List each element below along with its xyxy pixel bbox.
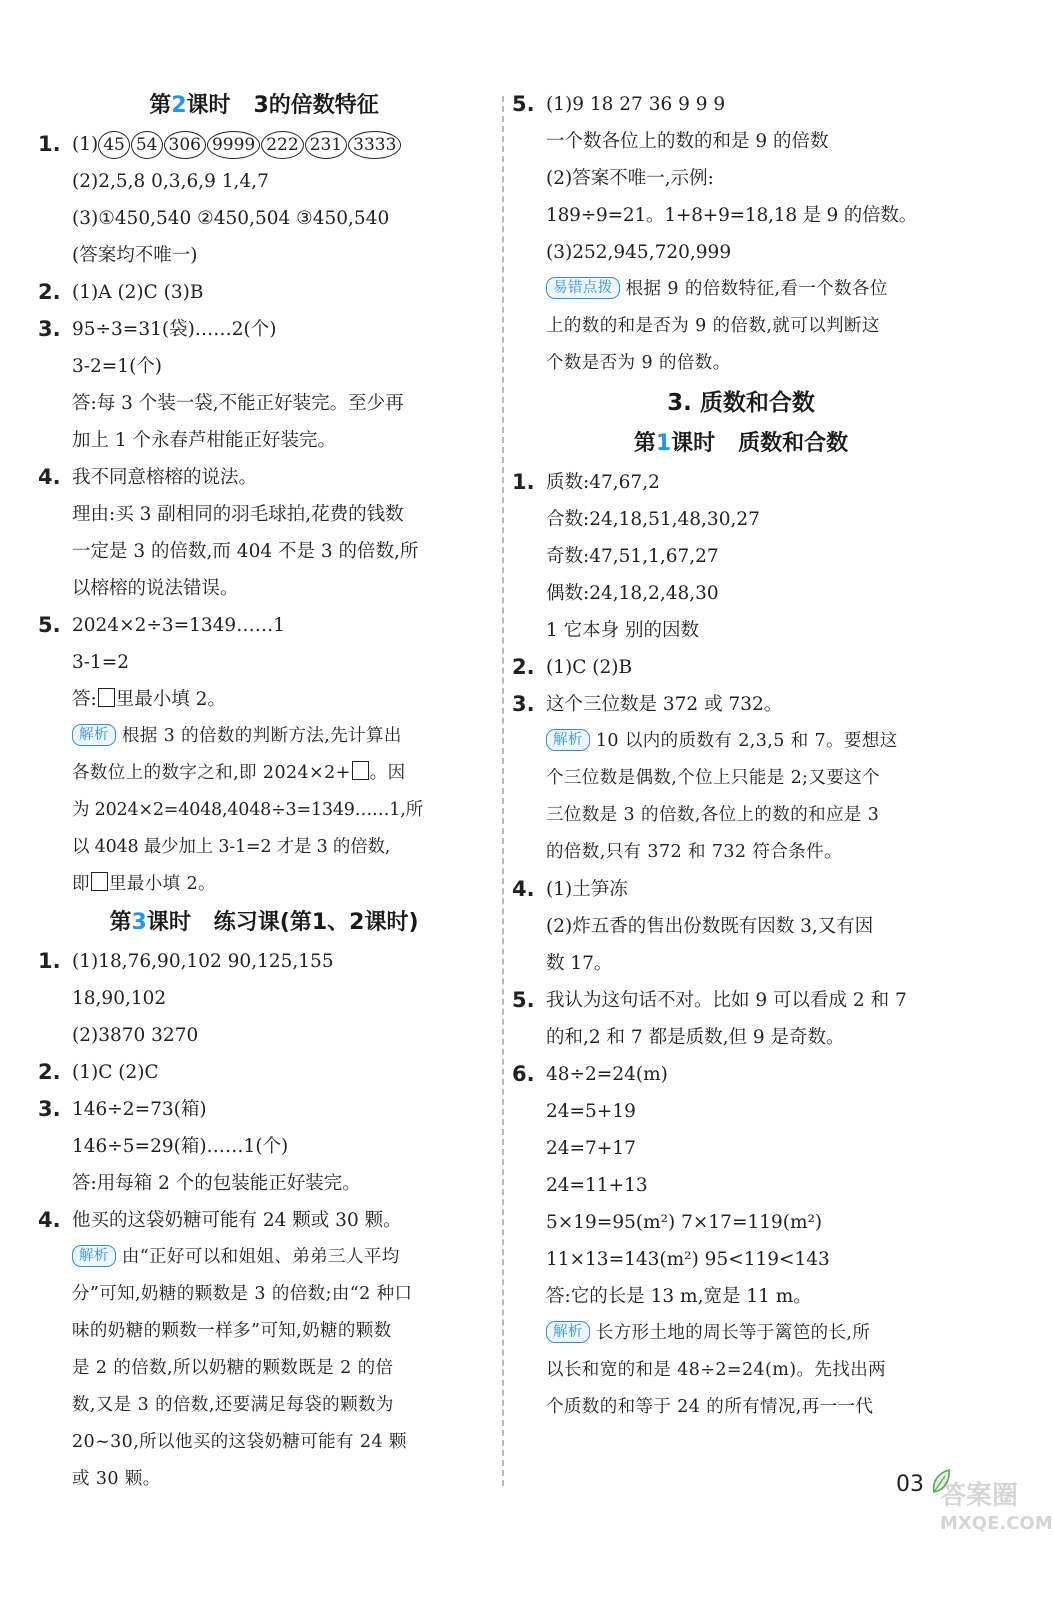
answer-line: 合数:24,18,51,48,30,27 (546, 509, 760, 530)
question-number: 2. (38, 280, 61, 304)
analysis-note: 数,又是 3 的倍数,还要满足每袋的颗数为 (72, 1395, 394, 1415)
analysis-note (38, 755, 490, 792)
note-text: 根据 9 的倍数特征,看一个数各位 (625, 279, 888, 299)
watermark (940, 1482, 1053, 1538)
answer-line: 以榕榕的说法错误。 (72, 578, 239, 599)
answer-line: (3)252,945,720,999 (546, 242, 732, 263)
note-text: 由“正好可以和姐姐、弟弟三人平均 (121, 1247, 400, 1267)
answer-line: 2024×2÷3=1349……1 (72, 615, 285, 636)
analysis-note: 为 2024×2=4048,4048÷3=1349……1,所 (72, 800, 423, 820)
note-text: 长方形土地的周长等于篱笆的长,所 (595, 1323, 871, 1343)
question-number: 3. (38, 317, 61, 341)
answer-text: 里最小填 2。 (115, 689, 226, 710)
blank-box (98, 688, 115, 707)
question-2 (38, 1054, 490, 1091)
section-heading-lesson3: 第3课时 练习课(第1、2课时) (109, 910, 419, 935)
answer-line: (答案均不唯一) (72, 245, 198, 266)
analysis-note: 的倍数,只有 372 和 732 符合条件。 (546, 842, 842, 862)
analysis-note: 或 30 颗。 (72, 1469, 161, 1489)
circled-answer: 9999 (207, 131, 260, 159)
analysis-tag: 解析 (546, 729, 590, 751)
question-number: 2. (512, 655, 535, 679)
tip-note: 个数是否为 9 的倍数。 (546, 353, 731, 373)
answer-line: 这个三位数是 372 或 732。 (546, 694, 783, 715)
analysis-note (512, 723, 970, 760)
left-column (38, 86, 490, 1498)
circled-answer: 231 (305, 131, 347, 159)
answer-line: 我不同意榕榕的说法。 (72, 467, 258, 488)
question-number: 1. (512, 470, 535, 494)
answer-line: 48÷2=24(m) (546, 1064, 668, 1085)
analysis-note: 是 2 的倍数,所以奶糖的颗数既是 2 的倍 (72, 1358, 394, 1378)
analysis-note: 三位数是 3 的倍数,各位上的数的和应是 3 (546, 805, 880, 825)
question-number: 5. (38, 613, 61, 637)
answer-line: 的和,2 和 7 都是质数,但 9 是奇数。 (546, 1027, 845, 1048)
analysis-note: 个三位数是偶数,个位上只能是 2;又要这个 (546, 768, 881, 788)
answer-line: (1)C (2)C (72, 1062, 159, 1083)
answer-line: (1)土笋冻 (546, 879, 628, 900)
analysis-note: 个质数的和等于 24 的所有情况,再一一代 (546, 1397, 874, 1417)
tip-tag: 易错点拨 (546, 277, 620, 299)
answer-line: 奇数:47,51,1,67,27 (546, 546, 719, 567)
watermark-url: MXQE.COM (940, 1513, 1053, 1534)
answer-line: 24=11+13 (546, 1175, 648, 1196)
answer-line: 理由:买 3 副相同的羽毛球拍,花费的钱数 (72, 504, 404, 525)
question-number: 4. (38, 465, 61, 489)
note-text: 各数位上的数字之和,即 2024×2+ (72, 763, 351, 783)
answer-line: 加上 1 个永春芦柑能正好装完。 (72, 430, 337, 451)
answer-line: (2)炸五香的售出份数既有因数 3,又有因 (546, 916, 874, 937)
circled-answer: 54 (131, 131, 163, 159)
answer-line: 答:它的长是 13 m,宽是 11 m。 (546, 1286, 812, 1307)
circled-answer: 222 (261, 131, 303, 159)
question-1 (38, 126, 490, 163)
answer-line: 95÷3=31(袋)……2(个) (72, 319, 277, 340)
answer-line: 答:用每箱 2 个的包装能正好装完。 (72, 1173, 361, 1194)
analysis-note (512, 1315, 970, 1352)
answer-line: 18,90,102 (72, 988, 167, 1009)
answer-text: 答: (72, 689, 97, 710)
answer-line: 他买的这袋奶糖可能有 24 颗或 30 颗。 (72, 1210, 402, 1231)
circled-answer: 45 (98, 131, 130, 159)
answer-line: 质数:47,67,2 (546, 472, 660, 493)
answer-line: 189÷9=21。1+8+9=18,18 是 9 的倍数。 (546, 205, 918, 226)
question-1 (38, 943, 490, 980)
answer-line (38, 681, 490, 718)
watermark-text: 答案圈 (940, 1481, 1019, 1511)
note-text: 即 (72, 874, 90, 894)
answer-line: 数 17。 (546, 953, 613, 974)
answer-line: (1)C (2)B (546, 657, 633, 678)
circled-answer: 306 (164, 131, 206, 159)
answer-line: (1)9 18 27 36 9 9 9 (546, 94, 726, 115)
question-6 (512, 1056, 970, 1093)
analysis-note (38, 718, 490, 755)
answer-line: (2)2,5,8 0,3,6,9 1,4,7 (72, 171, 269, 192)
question-4 (38, 459, 490, 496)
answer-line: 24=5+19 (546, 1101, 636, 1122)
question-5 (512, 982, 970, 1019)
answer-line: (2)答案不唯一,示例: (546, 168, 714, 189)
answer-line: 5×19=95(m²) 7×17=119(m²) (546, 1212, 823, 1233)
question-number: 1. (38, 132, 61, 156)
question-number: 5. (512, 988, 535, 1012)
analysis-note: 20~30,所以他买的这袋奶糖可能有 24 颗 (72, 1432, 407, 1452)
note-text: 。因 (369, 763, 406, 783)
answer-line: 146÷5=29(箱)……1(个) (72, 1136, 289, 1157)
question-number: 6. (512, 1062, 535, 1086)
note-text: 里最小填 2。 (108, 874, 216, 894)
question-5 (38, 607, 490, 644)
blank-box (352, 761, 369, 780)
question-number: 1. (38, 949, 61, 973)
analysis-note: 以长和宽的和是 48÷2=24(m)。先找出两 (546, 1360, 887, 1380)
question-3 (38, 311, 490, 348)
question-number: 4. (512, 877, 535, 901)
answer-line: 答:每 3 个装一袋,不能正好装完。至少再 (72, 393, 404, 414)
analysis-note (38, 866, 490, 903)
section-heading-lesson1: 第1课时 质数和合数 (633, 431, 849, 456)
answer-line: (2)3870 3270 (72, 1025, 199, 1046)
question-3 (512, 686, 970, 723)
analysis-note: 味的奶糖的颗数一样多”可知,奶糖的颗数 (72, 1321, 392, 1341)
answer-line: (3)①450,540 ②450,504 ③450,540 (72, 208, 390, 229)
analysis-tag: 解析 (546, 1321, 590, 1343)
question-2 (512, 649, 970, 686)
answer-line: 146÷2=73(箱) (72, 1099, 207, 1120)
right-column (512, 86, 970, 1426)
analysis-tag: 解析 (72, 724, 116, 746)
tip-note: 上的数的和是否为 9 的倍数,就可以判断这 (546, 316, 880, 336)
question-4 (38, 1202, 490, 1239)
answer-line: (1)18,76,90,102 90,125,155 (72, 951, 334, 972)
question-1 (512, 464, 970, 501)
question-5 (512, 86, 970, 123)
answer-line: 24=7+17 (546, 1138, 636, 1159)
answer-line: (1)A (2)C (3)B (72, 282, 204, 303)
analysis-note: 分”可知,奶糖的颗数是 3 的倍数;由“2 种口 (72, 1284, 413, 1304)
analysis-note: 以 4048 最少加上 3-1=2 才是 3 的倍数, (72, 837, 391, 857)
question-4 (512, 871, 970, 908)
blank-box (91, 872, 108, 891)
tip-note (512, 271, 970, 308)
question-number: 2. (38, 1060, 61, 1084)
column-divider (502, 96, 504, 1486)
answer-line: 1 它本身 别的因数 (546, 620, 700, 641)
question-number: 5. (512, 92, 535, 116)
answer-line: 我认为这句话不对。比如 9 可以看成 2 和 7 (546, 990, 907, 1011)
page-number: 03 (896, 1472, 924, 1497)
question-3 (38, 1091, 490, 1128)
answer-line: 一个数各位上的数的和是 9 的倍数 (546, 131, 829, 152)
note-text: 根据 3 的倍数的判断方法,先计算出 (121, 726, 402, 746)
answer-line: 11×13=143(m²) 95<119<143 (546, 1249, 830, 1270)
answer-prefix: (1) (72, 134, 99, 155)
answer-line: 3-2=1(个) (72, 356, 162, 377)
note-text: 10 以内的质数有 2,3,5 和 7。要想这 (595, 731, 898, 751)
question-number: 3. (512, 692, 535, 716)
question-number: 3. (38, 1097, 61, 1121)
analysis-note (38, 1239, 490, 1276)
analysis-tag: 解析 (72, 1245, 116, 1267)
question-number: 4. (38, 1208, 61, 1232)
chapter-heading: 3. 质数和合数 (667, 390, 815, 416)
section-heading-lesson2: 第2课时 3的倍数特征 (149, 93, 379, 118)
answer-line: 偶数:24,18,2,48,30 (546, 583, 719, 604)
answer-line: 3-1=2 (72, 652, 130, 673)
circled-answer: 3333 (348, 131, 401, 159)
question-2 (38, 274, 490, 311)
answer-line: 一定是 3 的倍数,而 404 不是 3 的倍数,所 (72, 541, 419, 562)
